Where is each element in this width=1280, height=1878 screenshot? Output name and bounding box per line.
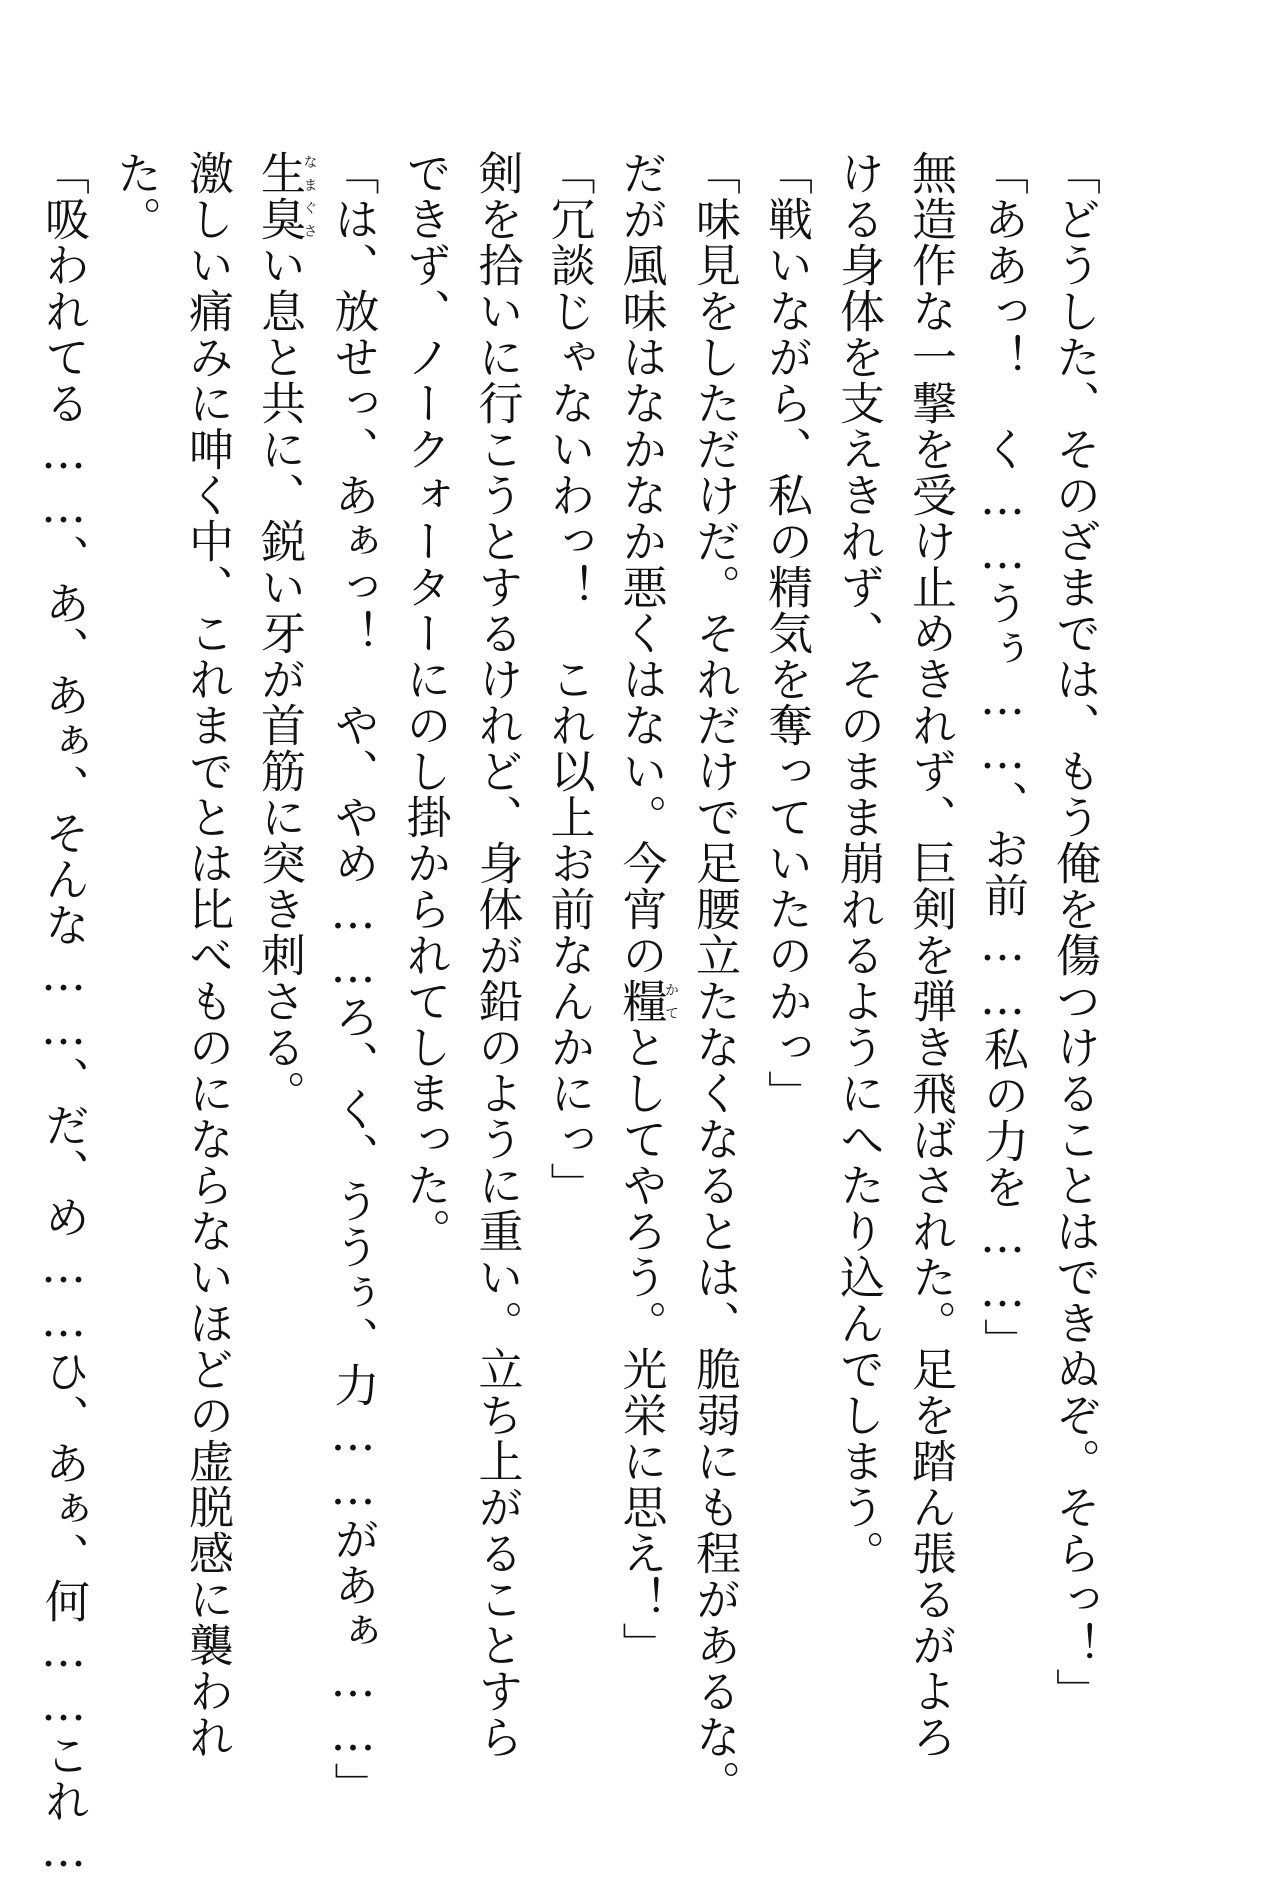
text-line-2: 「ああっ！ く……うぅ……、お前……私の力を……」 [976,150,1029,1364]
ruby-namagusa-base: 生臭 [253,150,306,242]
ruby-kate [614,978,679,1024]
text-line-1: 「どうした、そのざまでは、もう俺を傷つけることはできぬぞ。そらっ！」 [1048,150,1101,1714]
text-line-5: 「戦いながら、私の精気を奪っていたのかっ」 [760,150,813,1116]
text-line-3: 無造作な一撃を受け止めきれず、巨剣を弾き飛ばされた。足を踏ん張るがよろ [904,150,957,1760]
text-line-11: 「は、放せっ、あぁっ！ や、やめ……ろ、く、ううぅ、力……があぁ……」 [326,150,380,1808]
text-line-7-start: だが風味はなかなか悪くはない。今宵の [614,150,668,978]
text-line-12-end: い息と共に、鋭い牙が首筋に突き刺さる。 [253,242,306,1116]
text-line-7 [605,150,679,1710]
ruby-namagusa-reading: なまぐさ [301,150,318,242]
ruby-kate-reading: かて [663,978,679,1024]
text-line-10: できず、ノークォーターにのし掛かられてしまった。 [398,150,452,1254]
ruby-kate-base: 糧 [614,978,668,1024]
text-line-12 [243,150,317,1710]
vertical-text-body [27,150,1110,1878]
text-line-6: 「味見をしただけだ。それだけで足腰立たなくなるとは、脆弱にも程があるな。 [688,150,741,1806]
ruby-namagusa [253,150,318,242]
text-line-15: 「吸われてる……、あ、あぁ、そんな……、だ、め……ひ、あぁ、何……これ… [37,150,90,1878]
text-line-4: ける身体を支えきれず、そのまま崩れるようにへたり込んでしまう。 [832,150,885,1576]
text-line-14: た。 [109,150,162,242]
text-line-7-end: としてやろう。光栄に思え！」 [614,1024,668,1668]
text-line-13: 激しい痛みに呻く中、これまでとは比べものにならないほどの虚脱感に襲われ [181,150,234,1760]
text-line-8: 「冗談じゃないわっ！ これ以上お前なんかにっ」 [542,150,596,1208]
text-line-9: 剣を拾いに行こうとするけれど、身体が鉛のように重い。立ち上がることすら [470,150,524,1760]
